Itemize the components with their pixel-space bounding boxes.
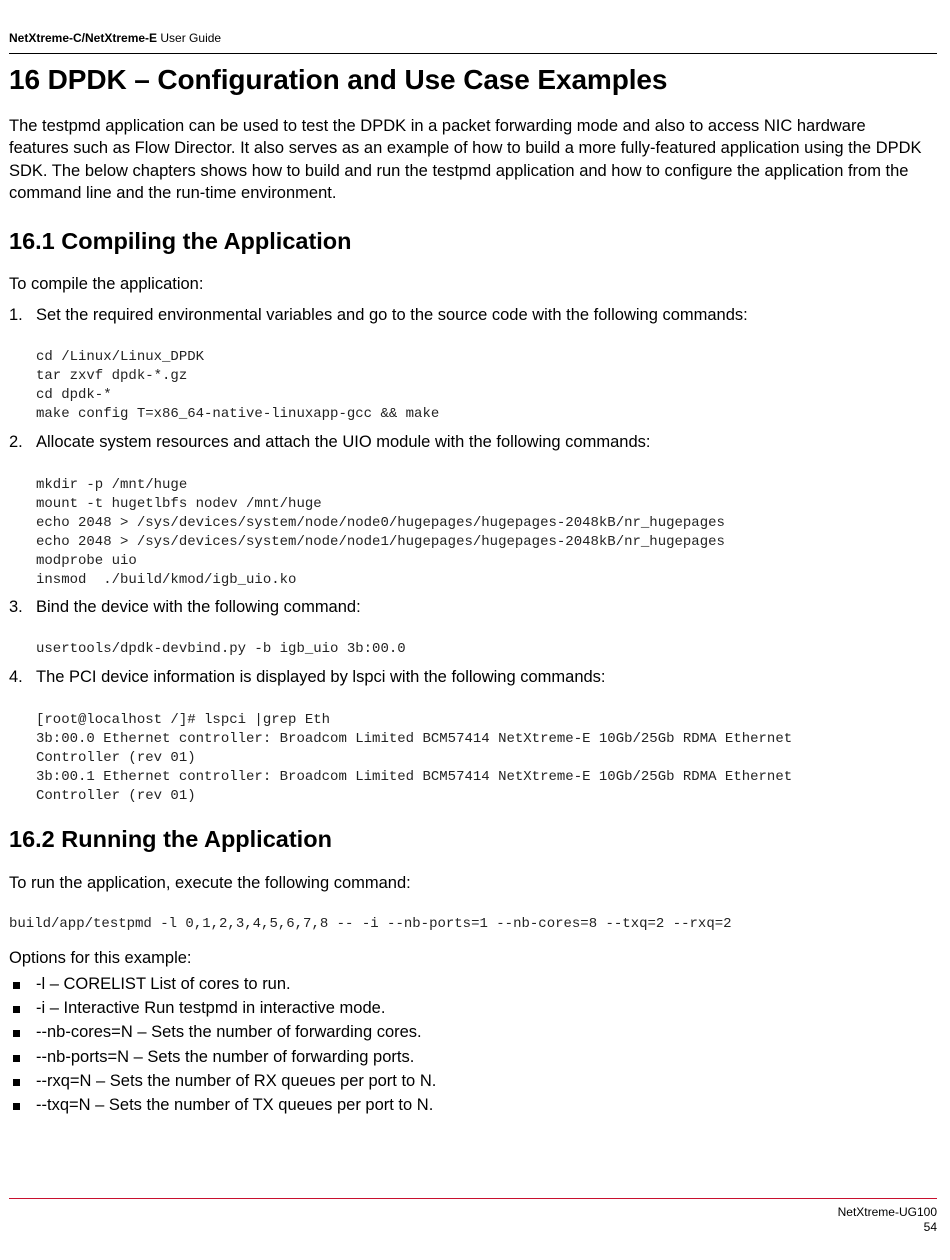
step-text: The PCI device information is displayed by lspci with the following commands:: [36, 668, 606, 686]
page-number: 54: [923, 1220, 937, 1234]
option-text: --nb-ports=N – Sets the number of forwarding ports.: [36, 1047, 415, 1066]
option-text: --rxq=N – Sets the number of RX queues per port to N.: [36, 1071, 437, 1090]
header-guide: User Guide: [160, 31, 222, 45]
run-lead: To run the application, execute the following command:: [9, 874, 411, 892]
running-header: [9, 31, 221, 45]
step-number: 4.: [9, 668, 23, 686]
code-block: mkdir -p /mnt/huge mount -t hugetlbfs nodev /mnt/huge echo 2048 > /sys/devices/system/node/node0/hugepages/hugepages-2048kB/nr_hugepages echo 2048 > /sys/devices/system/node/node1/hugepages/hugepages-2048kB/nr_hugepages modprobe uio insmod ./build/kmod/igb_uio.ko: [36, 477, 725, 588]
section-heading-compiling: 16.1 Compiling the Application: [9, 228, 352, 254]
footer-rule: [9, 1198, 937, 1199]
step-number: 1.: [9, 306, 23, 324]
option-text: -l – CORELIST List of cores to run.: [36, 975, 291, 993]
intro-line: SDK. The below chapters shows how to build and run the testpmd application and how to configure the application from the: [9, 161, 909, 180]
options-lead: Options for this example:: [9, 949, 192, 967]
option-text: --txq=N – Sets the number of TX queues per port to N.: [36, 1095, 434, 1114]
step-text: Allocate system resources and attach the UIO module with the following commands:: [36, 433, 651, 451]
header-rule: [9, 53, 937, 54]
step-number: 2.: [9, 433, 23, 451]
footer-doc-id: NetXtreme-UG100: [837, 1205, 937, 1219]
intro-line: features such as Flow Director. It also serves as an example of how to build a more fully-featured application using the DPDK: [9, 139, 922, 158]
bullet-square-icon: [13, 1055, 20, 1062]
option-text: --nb-cores=N – Sets the number of forwarding cores.: [36, 1023, 422, 1042]
compile-lead: To compile the application:: [9, 275, 204, 293]
intro-paragraph: [9, 115, 939, 205]
bullet-square-icon: [13, 982, 20, 989]
code-block: usertools/dpdk-devbind.py -b igb_uio 3b:00.0: [36, 641, 406, 657]
bullet-square-icon: [13, 1006, 20, 1013]
section-heading-running: 16.2 Running the Application: [9, 826, 332, 852]
option-text: -i – Interactive Run testpmd in interactive mode.: [36, 999, 386, 1018]
step-number: 3.: [9, 598, 23, 616]
step-text: Set the required environmental variables and go to the source code with the following commands:: [36, 306, 748, 324]
code-block: cd /Linux/Linux_DPDK tar zxvf dpdk-*.gz cd dpdk-* make config T=x86_64-native-linuxapp-gcc && make: [36, 349, 440, 422]
bullet-square-icon: [13, 1103, 20, 1110]
bullet-square-icon: [13, 1079, 20, 1086]
header-product: NetXtreme-C/NetXtreme-E: [9, 31, 158, 45]
bullet-square-icon: [13, 1030, 20, 1037]
chapter-title: 16 DPDK – Configuration and Use Case Examples: [9, 64, 668, 95]
run-command: build/app/testpmd -l 0,1,2,3,4,5,6,7,8 -- -i --nb-ports=1 --nb-cores=8 --txq=2 --rxq=2: [9, 916, 732, 932]
intro-line: command line and the run-time environment.: [9, 184, 337, 203]
step-text: Bind the device with the following command:: [36, 598, 361, 616]
code-block: [root@localhost /]# lspci |grep Eth 3b:00.0 Ethernet controller: Broadcom Limited BCM57414 NetXtreme-E 10Gb/25Gb RDMA Ethernet Controller (rev 01) 3b:00.1 Ethernet controller: Broadcom Limited BCM57414 NetXtreme-E 10Gb/25Gb RDMA Ethernet Controller (rev 01): [36, 712, 793, 804]
intro-line: The testpmd application can be used to test the DPDK in a packet forwarding mode and also to access NIC hardware: [9, 117, 866, 135]
